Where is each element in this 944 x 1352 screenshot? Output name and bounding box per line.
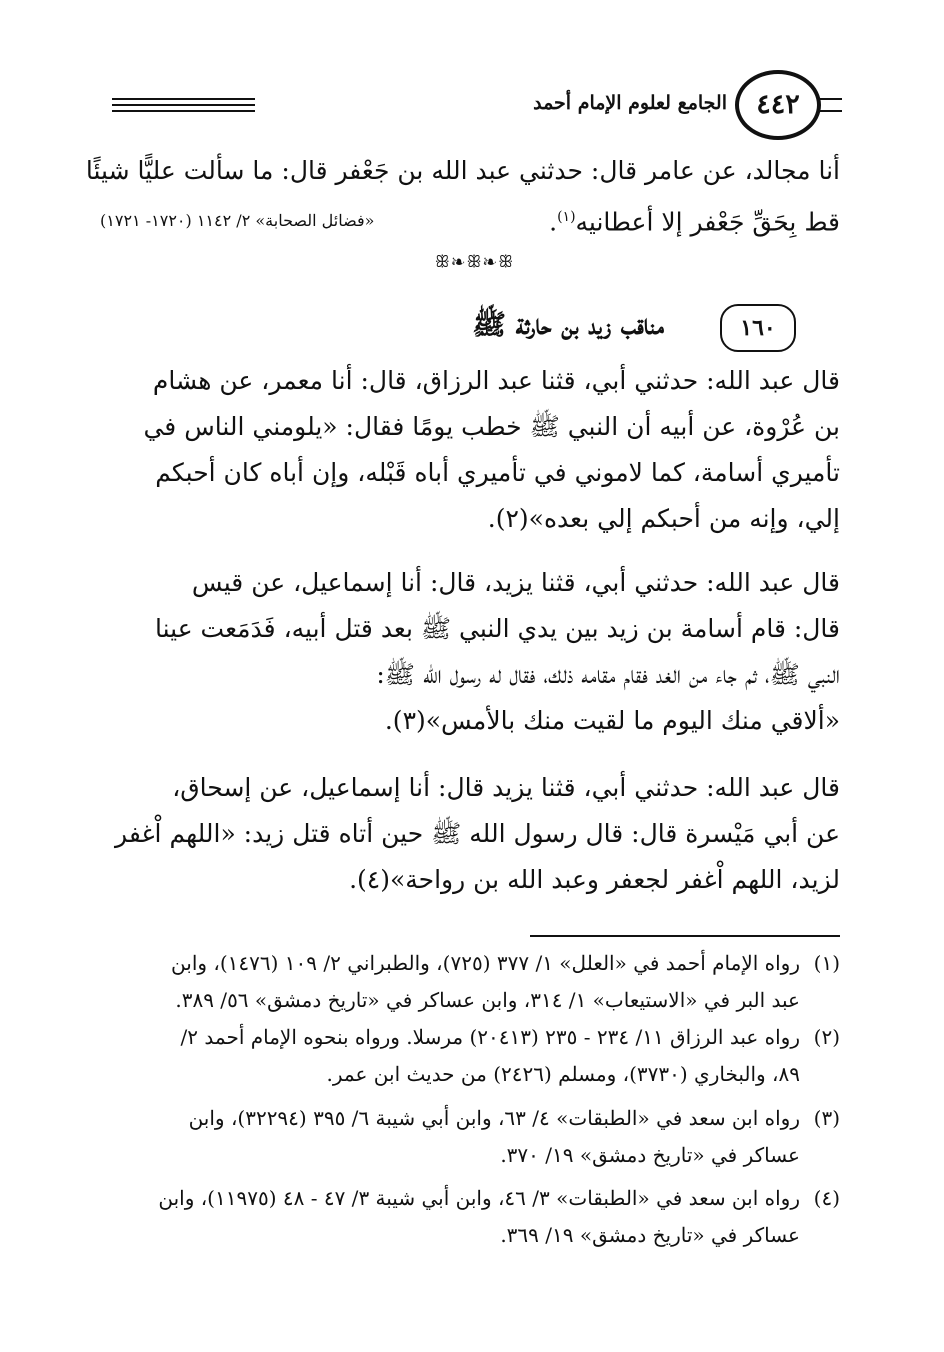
header-rule-right: [820, 98, 842, 100]
intro-line-2: [100, 194, 840, 245]
footnote-text: رواه ابن سعد في «الطبقات» ٤/ ٦٣، وابن أبي شيبة ٦/ ٣٩٥ (٣٢٢٩٤)، وابن: [188, 1106, 800, 1130]
running-title-text: الجامع لعلوم الإمام أحمد: [525, 92, 735, 114]
footnote-ref: (١): [557, 209, 576, 225]
footnote-text: رواه ابن سعد في «الطبقات» ٣/ ٤٦، وابن أبي شيبة ٣/ ٤٧ - ٤٨ (١١٩٧٥)، وابن: [158, 1186, 800, 1210]
paragraph-line: بن عُرْوة، عن أبيه أن النبي ﷺ خطب يومًا فقال: «يلومني الناس في: [143, 412, 840, 441]
footnote-line: [100, 1019, 840, 1056]
section-heading: مناقب زيد بن حارثة ﷺ: [472, 308, 664, 341]
paragraph-line: «ألاقي منك اليوم ما لقيت منك بالأمس»(٣).: [384, 706, 840, 735]
section-number-badge: ١٦٠: [720, 304, 796, 352]
paragraph-line: قال عبد الله: حدثني أبي، قثنا عبد الرزاق، قال: أنا معمر، عن هشام: [152, 366, 840, 395]
footnote-line: [100, 1100, 840, 1137]
paragraph-line: عن أبي مَيْسرة قال: قال رسول الله ﷺ حين أتاه قتل زيد: «اللهم اْغفر: [115, 819, 840, 848]
paragraph: [100, 358, 840, 542]
footnote: [100, 945, 840, 1019]
footnote-separator: [530, 935, 840, 937]
footnote-number: (٢): [813, 1025, 840, 1049]
paragraph-line: النبي ﷺ، ثم جاء من الغد فقام مقامه ذلك، فقال له رسول الله ﷺ:: [376, 660, 840, 689]
intro-line-1: أنا مجالد، عن عامر قال: حدثني عبد الله بن جَعْفر قال: ما سألت عليًّا شيئًا: [85, 156, 840, 185]
intro-text: [85, 148, 840, 245]
paragraph-line: لزيد، اللهم اْغفر لجعفر وعبد الله بن رواحة»(٤).: [349, 865, 840, 894]
paragraph: [100, 765, 840, 903]
divider-ornament: ꕥ❧ꕥ❧ꕥ: [434, 252, 516, 271]
paragraph: [100, 560, 840, 744]
footnote-number: (٣): [813, 1106, 840, 1130]
footnote-line: عساكر في «تاريخ دمشق» ١٩/ ٣٧٠.: [500, 1143, 800, 1167]
footnote-line: [100, 1180, 840, 1217]
paragraph-line: قال عبد الله: حدثني أبي، قثنا يزيد، قال: أنا إسماعيل، عن قيس: [191, 568, 840, 597]
intro-line-2-text: قط بِحَقِّ جَعْفر إلا أعطانيه: [575, 207, 840, 237]
header-rule-right: [820, 110, 842, 112]
footnote-line: [100, 945, 840, 982]
paragraph-line: قال عبد الله: حدثني أبي، قثنا يزيد قال: أنا إسماعيل، عن إسحاق،: [172, 773, 840, 802]
paragraph-line: إلي، وإنه من أحبكم إلي بعده»(٢).: [487, 504, 840, 533]
footnote-line: عساكر في «تاريخ دمشق» ١٩/ ٣٦٩.: [500, 1223, 800, 1247]
footnote-number: (١): [813, 951, 840, 975]
footnote: [100, 1180, 840, 1254]
footnote-text: رواه عبد الرزاق ١١/ ٢٣٤ - ٢٣٥ (٢٠٤١٣) مرسلا. ورواه بنحوه الإمام أحمد ٢/: [180, 1025, 800, 1049]
page-number: ٤٤٢: [735, 70, 821, 140]
footnote-text: رواه الإمام أحمد في «العلل» ١/ ٣٧٧ (٧٢٥)، والطبراني ٢/ ١٠٩ (١٤٧٦)، وابن: [171, 951, 800, 975]
source-citation: «فضائل الصحابة» ٢/ ١١٤٢ (١٧٢٠- ١٧٢١): [100, 211, 375, 230]
footnote-line: عبد البر في «الاستيعاب» ١/ ٣١٤، وابن عساكر في «تاريخ دمشق» ٥٦/ ٣٨٩.: [175, 988, 800, 1012]
paragraph-line: تأميري أسامة، كما لاموني في تأميري أباه قَبْله، وإن أباه كان أحبكم: [155, 458, 840, 487]
footnote-line: ٨٩، والبخاري (٣٧٣٠)، ومسلم (٢٤٢٦) من حديث ابن عمر.: [326, 1062, 800, 1086]
intro-line-2-end: .: [549, 207, 558, 237]
paragraph-line: قال: قام أسامة بن زيد بين يدي النبي ﷺ بعد قتل أبيه، فَدَمَعت عينا: [154, 614, 840, 643]
running-title: [255, 88, 741, 118]
footnote: [100, 1019, 840, 1093]
footnote-number: (٤): [813, 1186, 840, 1210]
footnote: [100, 1100, 840, 1174]
